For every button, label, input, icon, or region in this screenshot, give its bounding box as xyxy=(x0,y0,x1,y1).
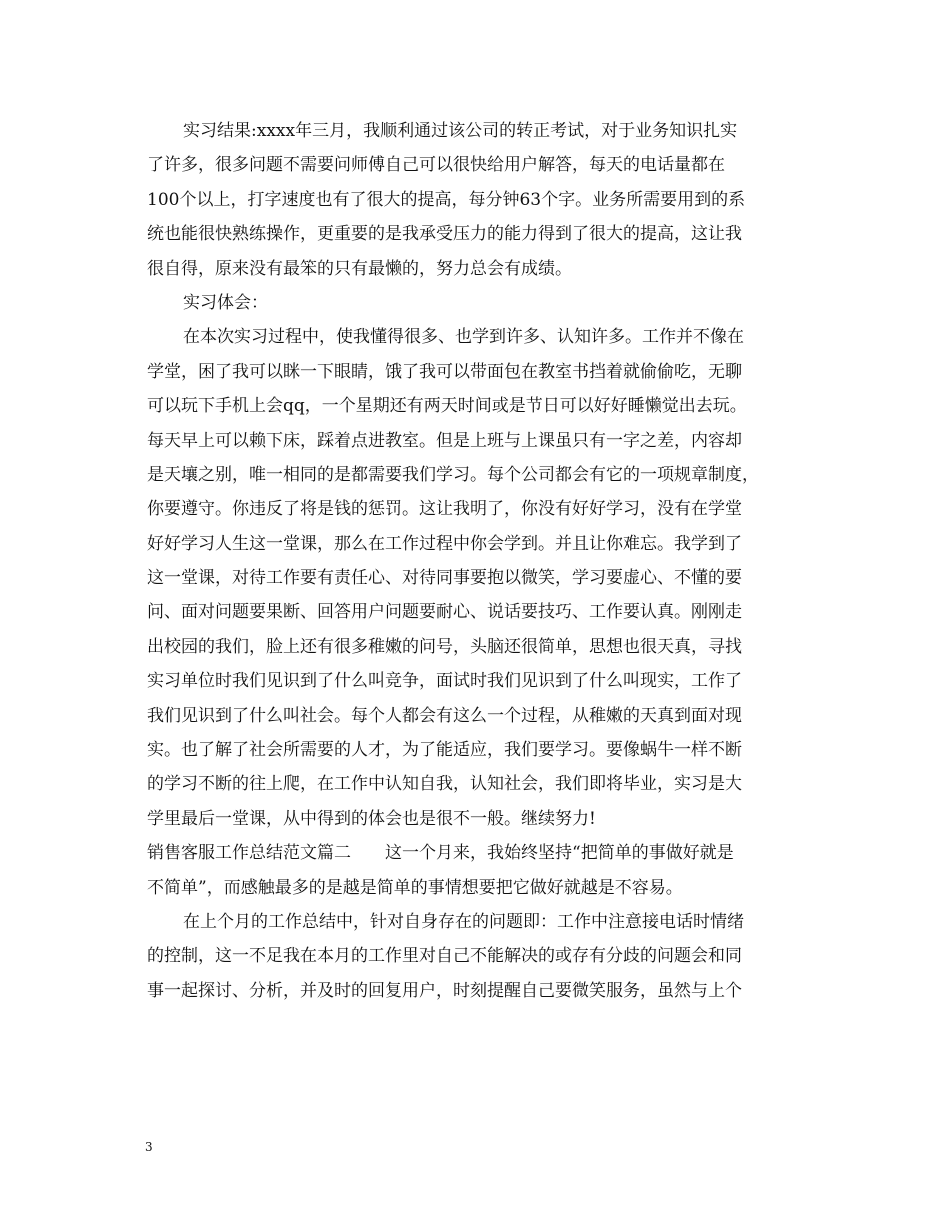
text-line: 不简单”，而感触最多的是越是简单的事情想要把它做好就越是不容易。 xyxy=(147,877,683,898)
text-line: 销售客服工作总结范文篇二 这一个月来，我始终坚持“把简单的事做好就是 xyxy=(147,843,734,864)
text-line: 很自得，原来没有最笨的只有最懒的，努力总会有成绩。 xyxy=(147,258,572,279)
text-line: 学堂，困了我可以眯一下眼睛，饿了我可以带面包在教室书挡着就偷偷吃，无聊 xyxy=(147,361,742,382)
text-line: 100个以上，打字速度也有了很大的提高，每分钟63个字。业务所需要用到的系 xyxy=(147,189,746,210)
section-heading: 实习体会： xyxy=(183,292,268,313)
text-line: 这一堂课，对待工作要有责任心、对待同事要抱以微笑，学习要虚心、不懂的要 xyxy=(147,568,742,589)
text-line: 我们见识到了什么叫社会。每个人都会有这么一个过程，从稚嫩的天真到面对现 xyxy=(147,705,742,726)
text-line: 统也能很快熟练操作，更重要的是我承受压力的能力得到了很大的提高，这让我 xyxy=(147,224,742,245)
document-body xyxy=(147,114,807,1008)
text-line: 实习单位时我们见识到了什么叫竞争，面试时我们见识到了什么叫现实，工作了 xyxy=(147,671,742,692)
text-line: 的控制，这一不足我在本月的工作里对自己不能解决的或存有分歧的问题会和同 xyxy=(147,946,742,967)
text-line: 出校园的我们，脸上还有很多稚嫩的问号，头脑还很简单，思想也很天真，寻找 xyxy=(147,636,742,657)
text-line: 在本次实习过程中，使我懂得很多、也学到许多、认知许多。工作并不像在 xyxy=(183,327,744,348)
text-line: 你要遵守。你违反了将是钱的惩罚。这让我明了，你没有好好学习，没有在学堂 xyxy=(147,499,742,520)
text-line: 在上个月的工作总结中，针对自身存在的问题即：工作中注意接电话时情绪 xyxy=(183,911,744,932)
text-line: 实。也了解了社会所需要的人才，为了能适应，我们要学习。要像蜗牛一样不断 xyxy=(147,740,742,761)
text-line: 学里最后一堂课，从中得到的体会也是很不一般。继续努力! xyxy=(147,808,596,829)
text-line: 好好学习人生这一堂课，那么在工作过程中你会学到。并且让你难忘。我学到了 xyxy=(147,533,742,554)
text-line: 的学习不断的往上爬，在工作中认知自我，认知社会，我们即将毕业，实习是大 xyxy=(147,774,742,795)
text-line: 实习结果:xxxx年三月，我顺利通过该公司的转正考试，对于业务知识扎实 xyxy=(183,121,738,141)
text-line: 事一起探讨、分析，并及时的回复用户，时刻提醒自己要微笑服务，虽然与上个 xyxy=(147,980,742,1001)
text-line: 每天早上可以赖下床，踩着点进教室。但是上班与上课虽只有一字之差，内容却 xyxy=(147,430,742,451)
text-line: 了许多，很多问题不需要问师傅自己可以很快给用户解答，每天的电话量都在 xyxy=(147,155,725,176)
text-line: 可以玩下手机上会qq，一个星期还有两天时间或是节日可以好好睡懒觉出去玩。 xyxy=(147,396,747,417)
text-line: 是天壤之别，唯一相同的是都需要我们学习。每个公司都会有它的一项规章制度， xyxy=(147,464,759,485)
page-number: 3 xyxy=(145,1140,153,1154)
text-line: 问、面对问题要果断、回答用户问题要耐心、说话要技巧、工作要认真。刚刚走 xyxy=(147,602,742,623)
